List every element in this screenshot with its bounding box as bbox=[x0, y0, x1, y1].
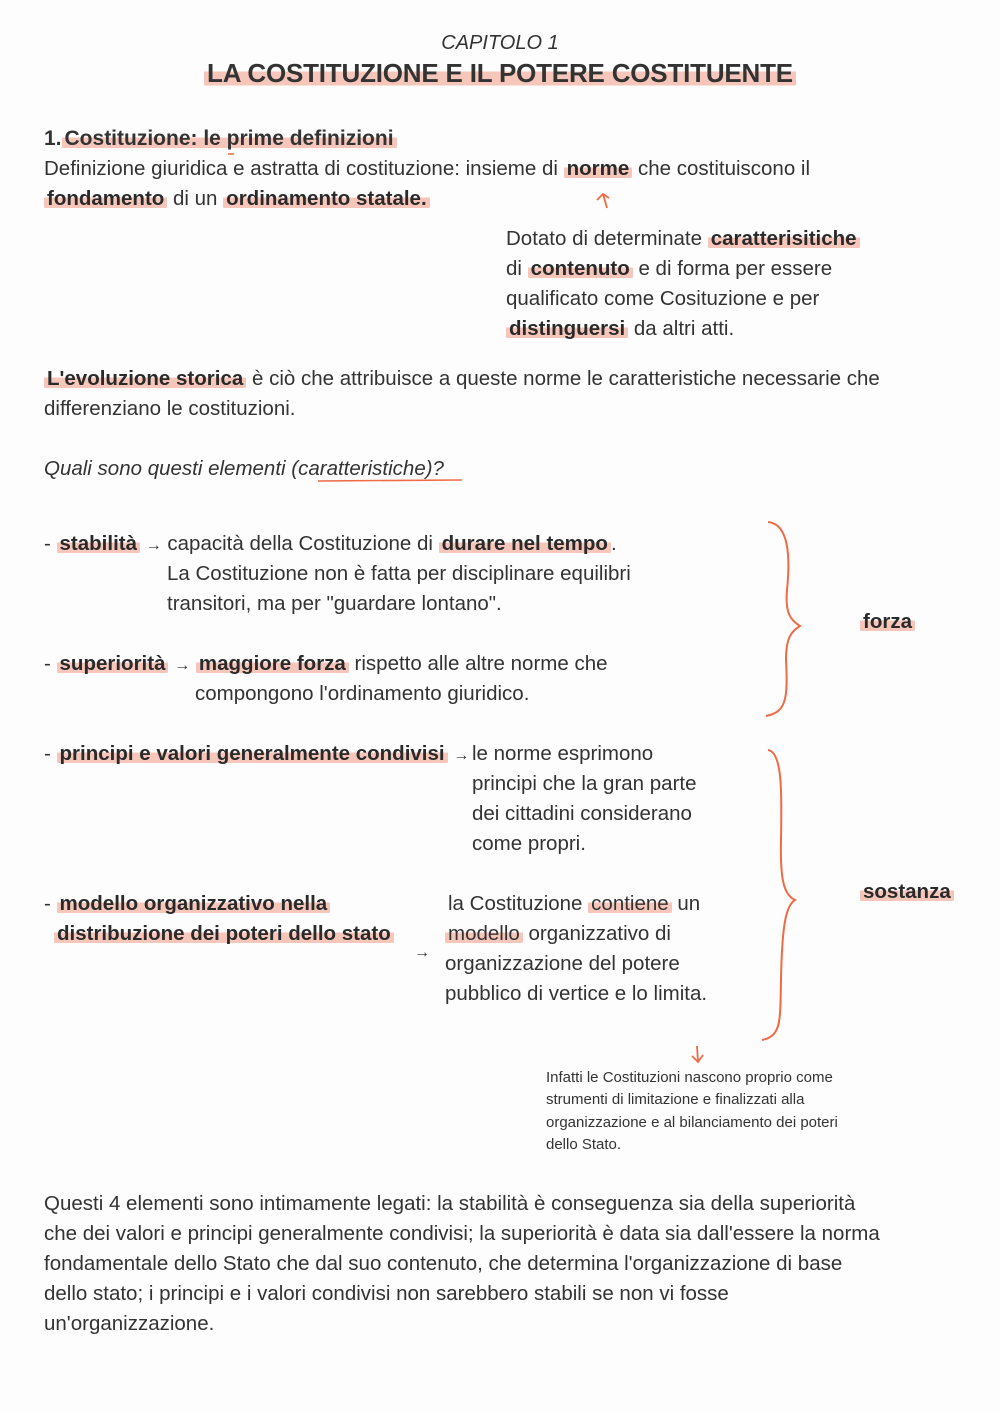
item-stabilita: - stabilità → capacità della Costituzione di durare nel tempo . bbox=[44, 532, 617, 555]
definition-line-2: fondamento di un ordinamento statale. bbox=[44, 184, 430, 214]
conclusion-line-5: un'organizzazione. bbox=[44, 1312, 215, 1335]
item-modello: - modello organizzativo nella bbox=[44, 889, 330, 919]
note2-line-3: organizzazione e al bilanciamento dei poteri bbox=[546, 1114, 838, 1131]
brace-sostanza bbox=[762, 750, 795, 1040]
right-arrow-icon: → bbox=[453, 747, 470, 764]
chapter-label: CAPITOLO 1 bbox=[441, 32, 559, 54]
right-arrow-icon: → bbox=[414, 944, 430, 961]
modello-desc-4: pubblico di vertice e lo limita. bbox=[445, 982, 708, 1005]
arrow-down-icon bbox=[692, 1046, 703, 1062]
note2-line-1: Infatti le Costituzioni nascono proprio come bbox=[546, 1069, 833, 1086]
item-principi: - principi e valori generalmente condivisi → bbox=[44, 742, 470, 765]
evolution-line-1: L'evoluzione storica è ciò che attribuisce a queste norme le caratteristiche necessarie che bbox=[44, 364, 880, 394]
modello-desc-2: modello organizzativo di bbox=[445, 919, 671, 949]
note-line-2: di contenuto e di forma per essere bbox=[506, 257, 833, 280]
note2-line-4: dello Stato. bbox=[546, 1136, 622, 1153]
principi-line-1: le norme esprimono bbox=[472, 742, 654, 765]
page-title: LA COSTITUZIONE E IL POTERE COSTITUENTE bbox=[0, 58, 1000, 88]
stabilita-line-2: La Costituzione non è fatta per disciplinare equilibri bbox=[167, 562, 631, 585]
item-superiorita: - superiorità → maggiore forza rispetto alle altre norme che bbox=[44, 652, 608, 675]
stabilita-line-3: transitori, ma per "guardare lontano". bbox=[167, 592, 502, 615]
arrow-up-icon bbox=[597, 194, 609, 208]
right-arrow-icon: → bbox=[145, 537, 162, 554]
note-line-4: distinguersi da altri atti. bbox=[506, 314, 734, 344]
conclusion-line-3: fondamentale dello Stato che dal suo contenuto, che determina l'organizzazione di base bbox=[44, 1252, 843, 1275]
note2-line-2: strumenti di limitazione e finalizzati alla bbox=[546, 1091, 805, 1108]
conclusion-line-1: Questi 4 elementi sono intimamente legati: la stabilità è conseguenza sia della superiorità bbox=[44, 1192, 856, 1215]
brace-forza bbox=[766, 522, 800, 716]
modello-desc-1: la Costituzione contiene un bbox=[448, 892, 701, 915]
modello-desc-3: organizzazione del potere bbox=[445, 952, 680, 975]
principi-line-4: come propri. bbox=[472, 832, 586, 855]
label-forza: forza bbox=[860, 607, 915, 637]
superiorita-line-2: compongono l'ordinamento giuridico. bbox=[195, 682, 530, 705]
label-sostanza: sostanza bbox=[860, 877, 954, 907]
conclusion-line-4: dello stato; i principi e i valori condivisi non sarebbero stabili se non vi fosse bbox=[44, 1282, 729, 1305]
section-heading: 1. Costituzione: le prime definizioni bbox=[44, 124, 397, 154]
note-line-1: Dotato di determinate caratterisitiche bbox=[506, 224, 860, 254]
question: Quali sono questi elementi (caratteristiche)? bbox=[44, 457, 444, 480]
note-line-3: qualificato come Cosituzione e per bbox=[506, 287, 820, 310]
modello-line-2: distribuzione dei poteri dello stato bbox=[54, 919, 394, 949]
right-arrow-icon: → bbox=[174, 657, 191, 674]
principi-line-2: principi che la gran parte bbox=[472, 772, 697, 795]
definition-line-1: Definizione giuridica e astratta di costituzione: insieme di norme che costituiscono il bbox=[44, 157, 811, 180]
evolution-line-2: differenziano le costituzioni. bbox=[44, 397, 296, 420]
conclusion-line-2: che dei valori e principi generalmente condivisi; la superiorità è data sia dall'essere la norma bbox=[44, 1222, 880, 1245]
principi-line-3: dei cittadini considerano bbox=[472, 802, 692, 825]
